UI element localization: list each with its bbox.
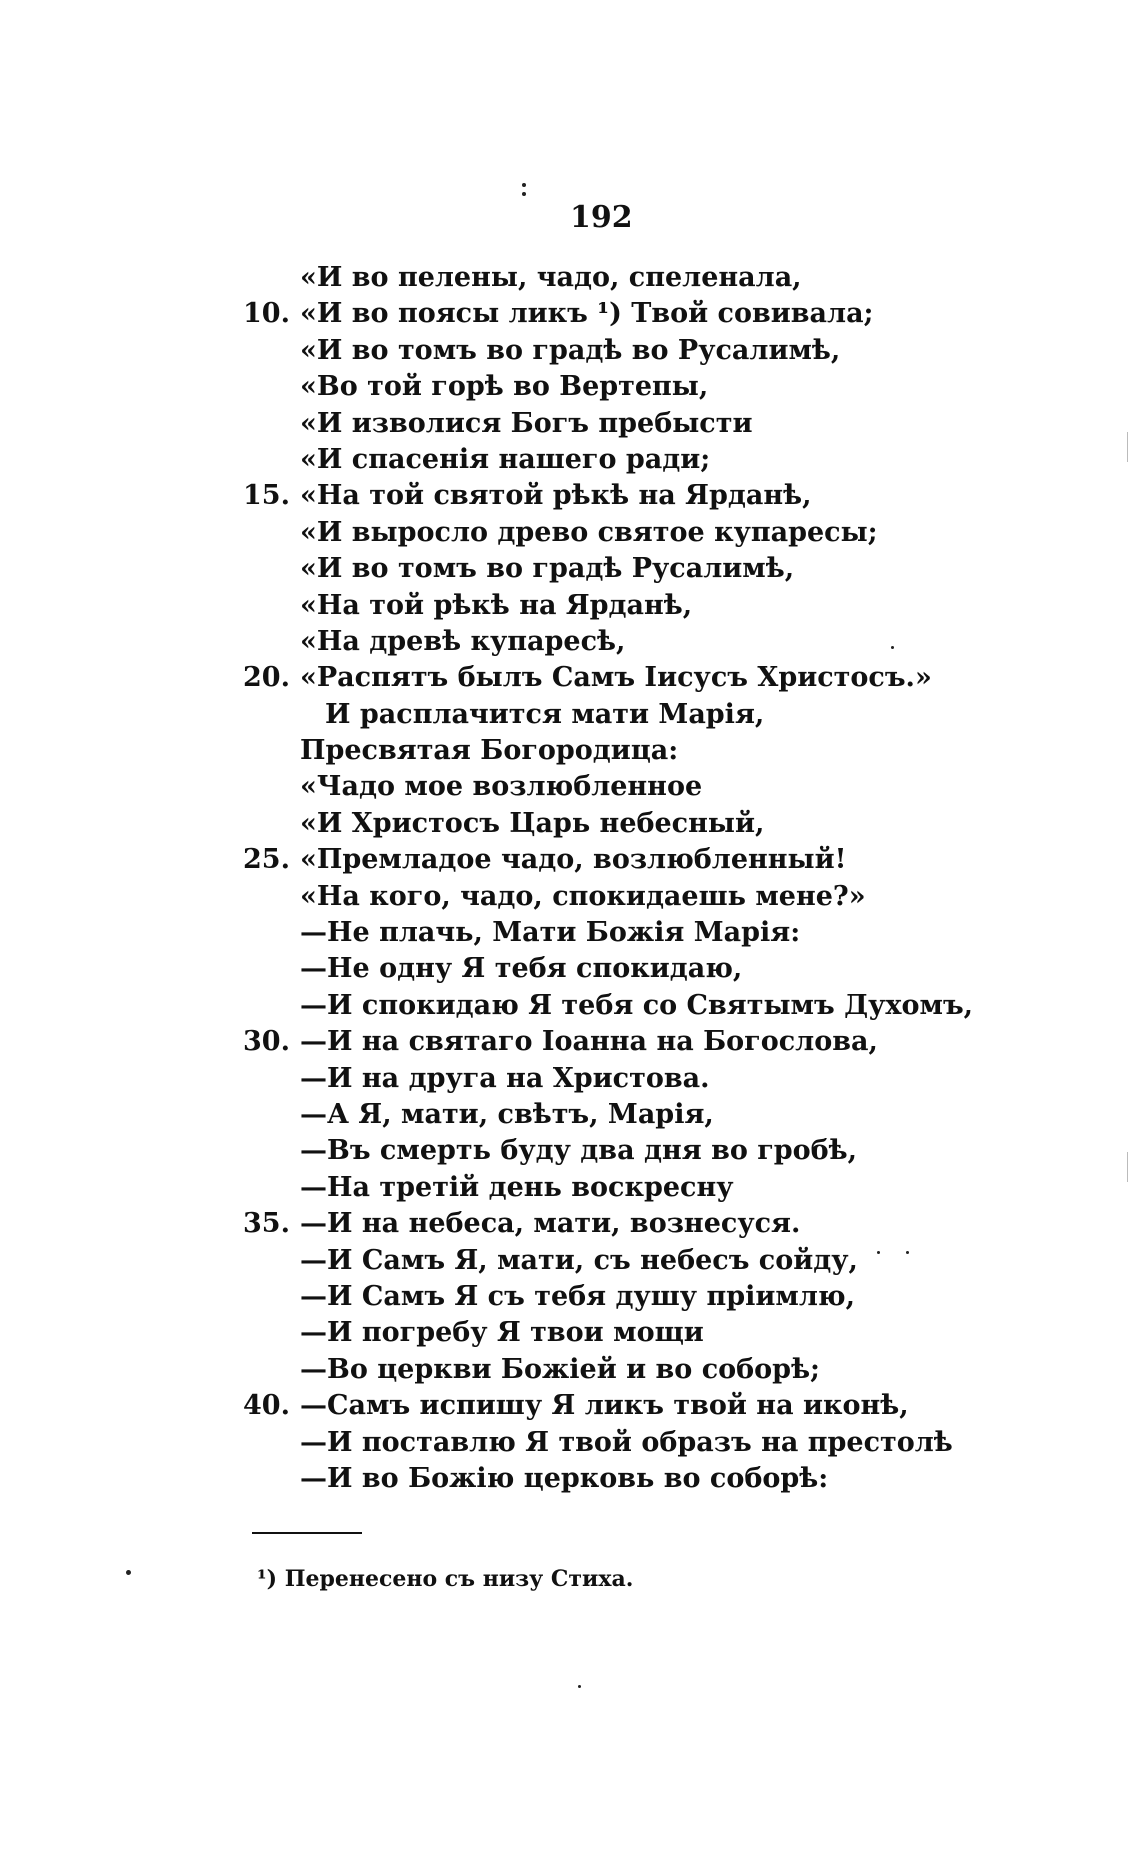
verse-text: «И изволися Богъ пребысти [300, 407, 753, 439]
verse-text: «На древѣ купаресѣ, [300, 625, 626, 657]
verse-text: «Во той горѣ во Вертепы, [300, 371, 709, 403]
verse-line [0, 1243, 1140, 1279]
verse-line [0, 624, 1140, 660]
verse-line [0, 1315, 1140, 1351]
page-number: 192 [570, 200, 633, 235]
verse-line [0, 1388, 1140, 1424]
verse-line [0, 369, 1140, 405]
verse-line [0, 296, 1140, 332]
scan-speck [891, 646, 894, 649]
scan-speck [578, 1685, 581, 1688]
verse-line [0, 260, 1140, 296]
verse-line [0, 1170, 1140, 1206]
verse-line [0, 1133, 1140, 1169]
scan-speck [877, 1251, 880, 1254]
verse-text: —И во Божію церковь во соборѣ: [300, 1462, 829, 1494]
verse-line [0, 951, 1140, 987]
verse-line [0, 842, 1140, 878]
verse-text: —И погребу Я твои мощи [300, 1317, 704, 1349]
verse-text: «И во пелены, чадо, спеленала, [300, 262, 802, 293]
verse-text: «Чадо мое возлюбленное [300, 771, 703, 803]
verse-text: «На кого, чадо, спокидаешь мене?» [300, 880, 866, 912]
verse-line [0, 697, 1140, 733]
verse-text: «И во томъ во градѣ во Русалимѣ, [300, 334, 841, 366]
verse-line [0, 1061, 1140, 1097]
scan-mark [1127, 1152, 1128, 1182]
footnote: ¹) Перенесено съ низу Стиха. [257, 1566, 634, 1592]
verse-text: —Въ смерть буду два дня во гробѣ, [300, 1135, 858, 1167]
verse-text: «И выросло древо святое купаресы; [300, 516, 878, 548]
verse-text: «На той святой рѣкѣ на Ярданѣ, [300, 480, 812, 512]
verse-text: —И Самъ Я, мати, съ небесъ сойду, [300, 1244, 858, 1276]
verse-line [0, 915, 1140, 951]
verse-text: «И Христосъ Царь небесный, [300, 807, 765, 839]
verse-text: —На третій день воскресну [300, 1171, 734, 1203]
verse-line [0, 1097, 1140, 1133]
verse-line [0, 588, 1140, 624]
scan-speck [906, 1251, 909, 1254]
verse-line [0, 442, 1140, 478]
verse-number: 20. [243, 662, 290, 694]
scan-mark [1127, 432, 1128, 462]
verse-text: «Распятъ былъ Самъ Іисусъ Христосъ.» [300, 662, 932, 694]
verse-text: «На той рѣкѣ на Ярданѣ, [300, 589, 693, 621]
verse-list [0, 260, 1140, 1497]
verse-line [0, 733, 1140, 769]
verse-line [0, 515, 1140, 551]
verse-line [0, 1206, 1140, 1242]
verse-line [0, 660, 1140, 696]
scan-speck [522, 192, 526, 196]
verse-number: 35. [243, 1208, 290, 1240]
verse-text: —Во церкви Божіей и во соборѣ; [300, 1353, 821, 1385]
verse-text: —А Я, мати, свѣтъ, Марія, [300, 1098, 714, 1130]
verse-text: «И спасенія нашего ради; [300, 443, 711, 475]
verse-line [0, 806, 1140, 842]
verse-line [0, 406, 1140, 442]
verse-line [0, 551, 1140, 587]
verse-line [0, 769, 1140, 805]
scan-speck [522, 183, 526, 187]
verse-text: —И на друга на Христова. [300, 1062, 710, 1094]
verse-line [0, 1425, 1140, 1461]
verse-number: 30. [243, 1026, 290, 1058]
verse-text: —И на святаго Іоанна на Богослова, [300, 1026, 878, 1058]
verse-text: «И во томъ во градѣ Русалимѣ, [300, 553, 795, 585]
verse-number: 25. [243, 844, 290, 876]
verse-text: «И во поясы ликъ ¹) Твой совивала; [300, 298, 874, 330]
verse-number: 15. [243, 480, 290, 512]
verse-text: —И спокидаю Я тебя со Святымъ Духомъ, [300, 989, 974, 1021]
verse-text: —Не одну Я тебя спокидаю, [300, 953, 743, 985]
verse-text: Пресвятая Богородица: [300, 735, 679, 767]
verse-line [0, 1461, 1140, 1497]
footnote-rule [252, 1532, 362, 1534]
verse-line [0, 333, 1140, 369]
verse-line [0, 879, 1140, 915]
verse-line [0, 988, 1140, 1024]
verse-line [0, 1279, 1140, 1315]
verse-text: «Премладое чадо, возлюбленный! [300, 844, 847, 876]
verse-text: —И поставлю Я твой образъ на престолѣ [300, 1426, 953, 1458]
verse-text: —Самъ испишу Я ликъ твой на иконѣ, [300, 1390, 909, 1422]
verse-text: —Не плачь, Мати Божія Марія: [300, 917, 801, 949]
scan-speck [126, 1570, 131, 1575]
verse-text: —И Самъ Я съ тебя душу пріимлю, [300, 1280, 855, 1312]
verse-line [0, 1024, 1140, 1060]
verse-line [0, 1352, 1140, 1388]
verse-number: 40. [243, 1390, 290, 1422]
verse-text: И расплачится мати Марія, [325, 698, 765, 730]
verse-number: 10. [243, 298, 290, 330]
verse-line [0, 478, 1140, 514]
verse-text: —И на небеса, мати, вознесуся. [300, 1208, 801, 1240]
